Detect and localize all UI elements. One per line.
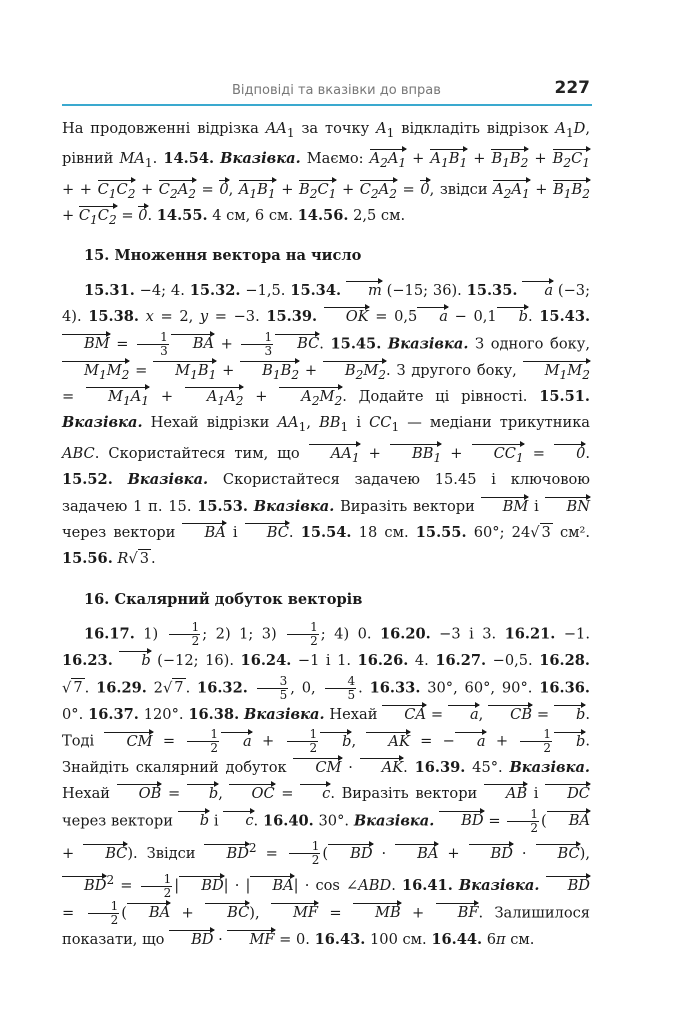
page-number: 227 [554,78,590,98]
paragraph-14: На продовженні відрізка $AA_1$ за точку $A_1$ відкладіть відрізок $A_1D$, рівний $MA_1$. 14.54. Вказівка. Маємо: $A_2A_1 + A_1B_1 + B_1B_2 + B_2C_1$ + + $C_1C_2 + C_2A_2 = 0$, $A_1B_1 + B_2C_1 + C_2A_2 = 0$, звідси $A_2A_1 + B_1B_2 + C_1C_2 = 0$. 14.55. 4 см, 6 см. 14.56. 2,5 см. [62,120,591,227]
paragraph-16: 16.17. 1) $\frac{1}{2}$ ; 2) 1; 3) $\frac{1}{2}$ ; 4) 0. 16.20. −3 і 3. 16.21. −1. 16.23. b (−12; 16). 16.24. −1 і 1. 16.26. 4. 16.27. −0,5. 16.28. √ 7 . 16.29. 2√ 7 . 16.32. $\frac{3}{5}$ , 0, $\frac{4}{5}$ . 16.33. 30°, 60°, 90°. 16.36. 0°. 16.37. 120°. 16.38. Вказівка. Нехай CA = a, CB = b. Тоді CM = $\frac{1}{2}$ a + $\frac{1}{2}$ b, AK = − a + $\frac{1}{2}$ b. Знайдіть скалярний добуток CM · AK. 16.39. 45°. Вказівка. Нехай OB = b, OC = c. Виразіть вектори AB і DC через вектори b і c. 16.40. 30°. Вказівка. BD = $\frac{1}{2}$ ( BA + BC). Звідси $BD^2$ = $\frac{1}{2}$ ( BD · BA + BD · BC), $BD^2$ = $\frac{1}{2}$ | BD| · | BA| · cos ∠ABD. 16.41. Вказівка. BD = $\frac{1}{2}$ ( BA + BC), MF = MB + BF. Залишилося показати, що BD · MF = 0. 16.43. 100 см. 16.44. 6π см. [62,620,591,948]
running-title: Відповіді та вказівки до вправ [232,83,441,98]
page-header [62,80,592,106]
section-15-title: 15. Множення вектора на число [84,247,362,265]
paragraph-15: 15.31. −4; 4. 15.32. −1,5. 15.34. m (−15; 36). 15.35. a (−3; 4). 15.38. x = 2, y = −3. 15.39. OK = 0,5 a − 0,1 b. 15.43. BM = $\frac{1}{3}$ BA + $\frac{1}{3}$ BC. 15.45. Вказівка. З одного боку, $M_1M_2 = M_1B_1 + B_1B_2 + B_2M_2$. З другого боку, $M_1M_2 = M_1A_1 + A_1A_2 + A_2M_2$. Додайте ці рівності. 15.51. Вказівка. Нехай відрізки $AA_1$, $BB_1$ і $CC_1$ — медіани трикутника ABC. Скористайтеся тим, що $AA_1 + BB_1 + CC_1 = 0$. 15.52. Вказівка. Скористайтеся задачею 15.45 і ключовою задачею 1 п. 15. 15.53. Вказівка. Виразіть вектори BM і BN через вектори BA і BC. 15.54. 18 см. 15.55. 60°; 24√ 3 см². 15.56. R√ 3 . [62,281,591,568]
section-16-title: 16. Скалярний добуток векторів [84,590,363,608]
page-content [62,116,590,953]
